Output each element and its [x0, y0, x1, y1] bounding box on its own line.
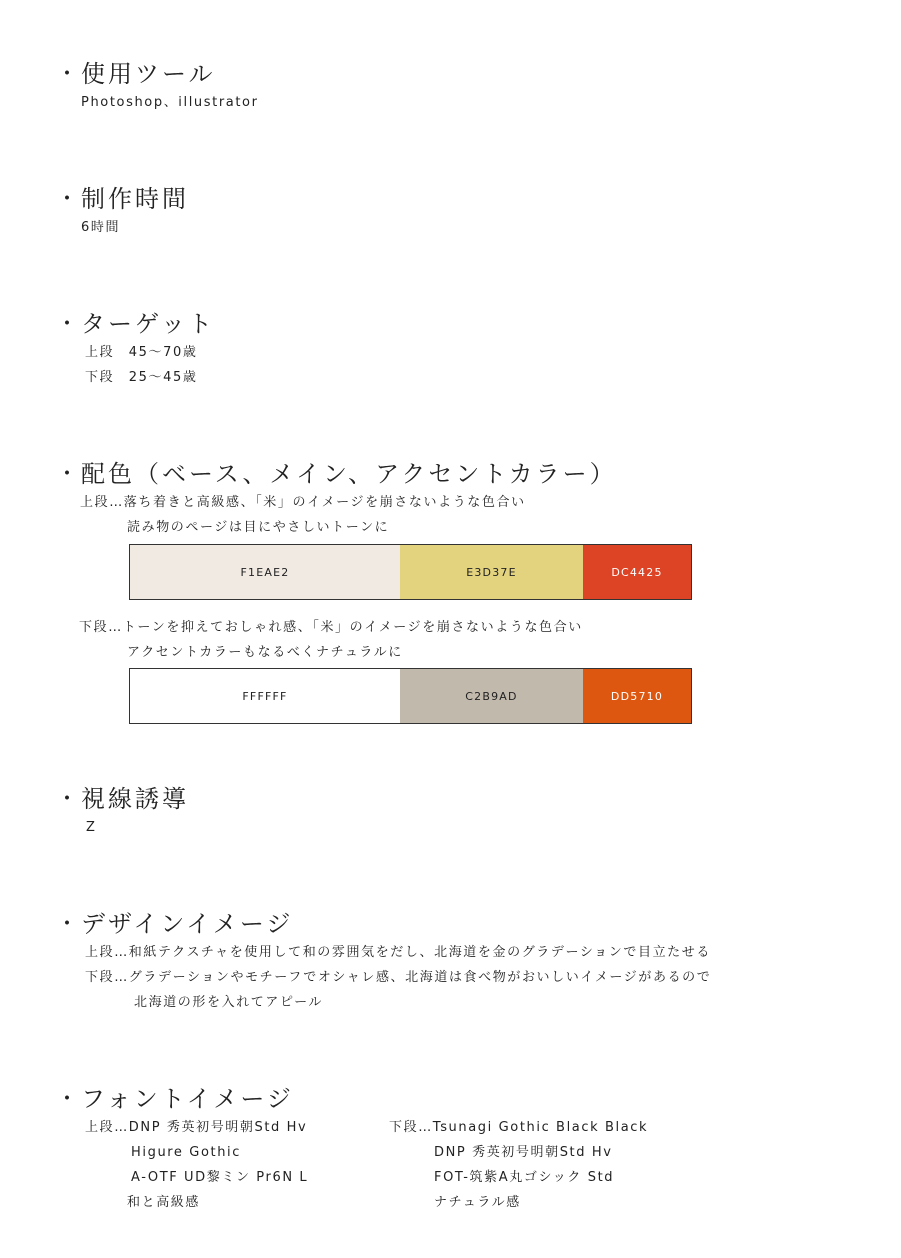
colors-upper-line1: 上段…落ち着きと高級感、「米」のイメージを崩さないような色合い: [80, 495, 526, 510]
lower-swatch-main-label: C2B9AD: [465, 689, 518, 703]
time-text: 6時間: [81, 220, 121, 235]
fonts-lower-2: DNP 秀英初号明朝Std Hv: [434, 1145, 613, 1160]
colors-heading: 配色（ベース、メイン、アクセントカラー）: [81, 460, 617, 488]
fonts-upper-1: 上段…DNP 秀英初号明朝Std Hv: [85, 1120, 308, 1135]
upper-swatch-main-label: E3D37E: [466, 565, 517, 579]
lower-swatch-accent-label: DD5710: [610, 689, 664, 703]
design-line2: 下段…グラデーションやモチーフでオシャレ感、北海道は食べ物がおいしいイメージがあるので: [85, 970, 712, 985]
upper-palette: [129, 544, 692, 600]
design-heading: デザインイメージ: [81, 910, 294, 938]
tools-bullet: ・: [56, 62, 79, 87]
colors-lower-line2: アクセントカラーもなるべくナチュラルに: [127, 645, 403, 660]
lower-swatch-main: [400, 669, 583, 723]
fonts-upper-2: Higure Gothic: [131, 1145, 241, 1160]
upper-swatch-accent: [583, 545, 691, 599]
target-heading: ターゲット: [81, 310, 216, 338]
lower-palette: [129, 668, 692, 724]
fonts-lower-4: ナチュラル感: [434, 1195, 521, 1210]
design-line1: 上段…和紙テクスチャを使用して和の雰囲気をだし、北海道を金のグラデーションで目立たせる: [85, 945, 711, 960]
fonts-bullet: ・: [56, 1087, 79, 1112]
lower-swatch-accent: [583, 669, 691, 723]
target-bullet: ・: [56, 312, 79, 337]
target-lower: 下段 25〜45歳: [85, 370, 198, 385]
colors-lower-line1: 下段…トーンを抑えておしゃれ感、「米」のイメージを崩さないような色合い: [79, 620, 583, 635]
design-bullet: ・: [56, 912, 79, 937]
upper-swatch-main: [400, 545, 583, 599]
gaze-text: Z: [86, 820, 97, 835]
upper-swatch-base-label: F1EAE2: [240, 565, 290, 579]
upper-swatch-accent-label: DC4425: [611, 565, 663, 579]
colors-upper-line2: 読み物のページは目にやさしいトーンに: [127, 520, 390, 535]
fonts-lower-1: 下段…Tsunagi Gothic Black Black: [389, 1120, 649, 1135]
gaze-heading: 視線誘導: [81, 785, 189, 813]
tools-text: Photoshop、illustrator: [81, 95, 259, 110]
time-bullet: ・: [56, 187, 79, 212]
fonts-upper-4: 和と高級感: [127, 1195, 201, 1210]
time-heading: 制作時間: [81, 185, 189, 213]
fonts-upper-3: A-OTF UD黎ミン Pr6N L: [131, 1170, 309, 1185]
design-line3: 北海道の形を入れてアピール: [134, 995, 324, 1010]
upper-swatch-base: [130, 545, 400, 599]
fonts-heading: フォントイメージ: [81, 1085, 294, 1113]
gaze-bullet: ・: [56, 787, 79, 812]
colors-bullet: ・: [56, 462, 79, 487]
lower-swatch-base: [130, 669, 400, 723]
lower-swatch-base-label: FFFFFF: [242, 689, 288, 703]
fonts-lower-3: FOT-筑紫A丸ゴシック Std: [434, 1170, 615, 1185]
target-upper: 上段 45〜70歳: [85, 345, 198, 360]
tools-heading: 使用ツール: [81, 60, 216, 88]
